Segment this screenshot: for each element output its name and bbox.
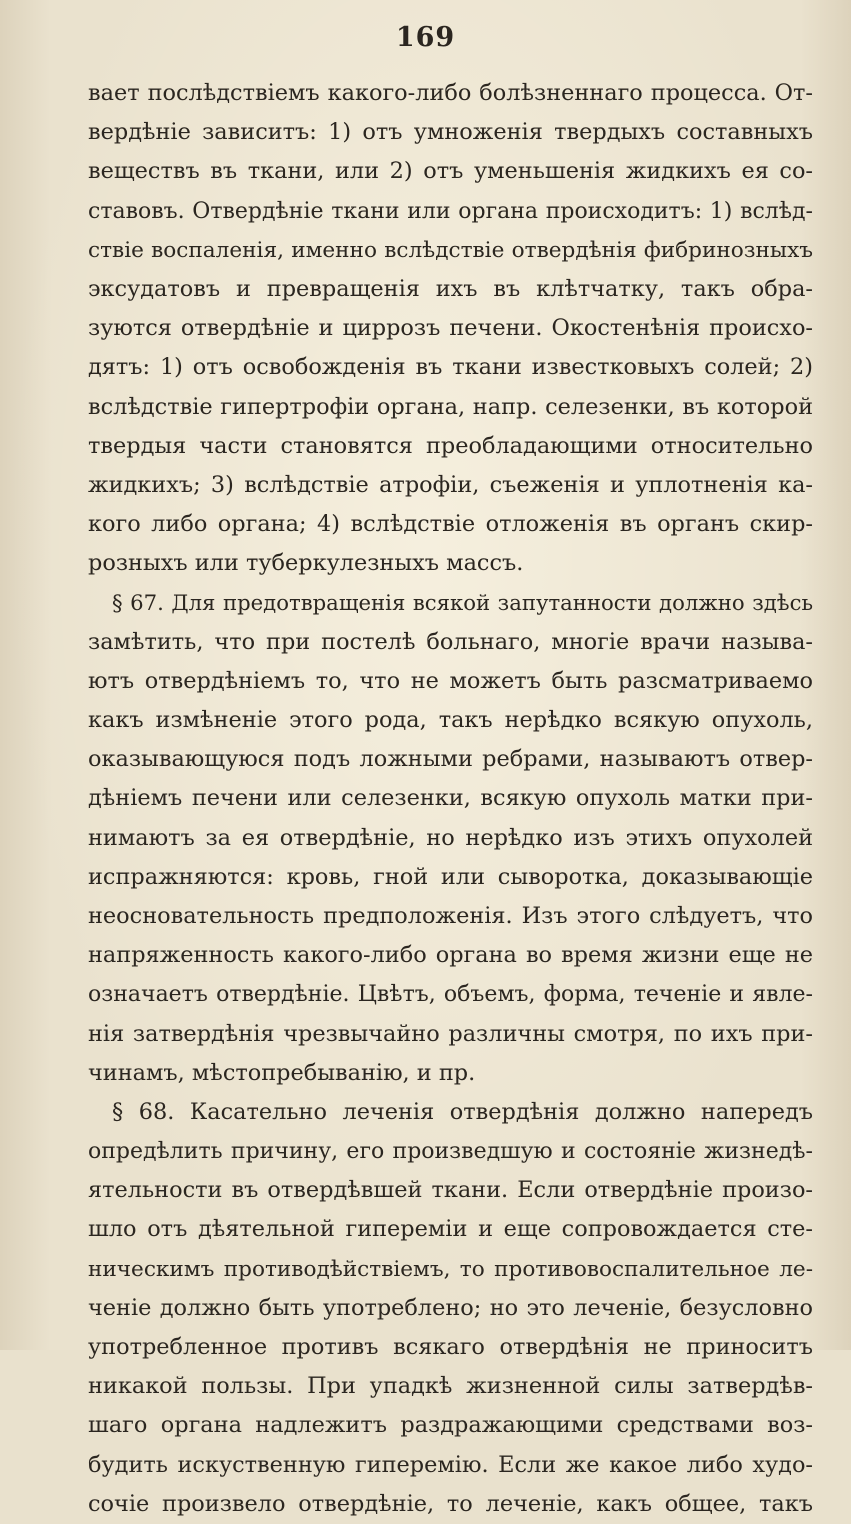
- text-line: какъ измѣненіе этого рода, такъ нерѣдко всякую опухоль,: [88, 707, 813, 733]
- body-text: [88, 74, 813, 1524]
- text-line: означаетъ отвердѣніе. Цвѣтъ, объемъ, форма, теченіе и явле-: [88, 982, 813, 1008]
- text-line: ятельности въ отвердѣвшей ткани. Если отвердѣніе произо-: [88, 1177, 813, 1204]
- text-line: веществъ въ ткани, или 2) отъ уменьшенія жидкихъ ея со-: [88, 158, 813, 185]
- text-line: напряженность какого-либо органа во время жизни еще не: [88, 942, 813, 969]
- section-67-first-line: § 67. Для предотвращенія всякой запутанности должно здѣсь: [112, 590, 813, 616]
- text-line: дѣніемъ печени или селезенки, всякую опухоль матки при-: [88, 785, 813, 812]
- page-number: 169: [395, 22, 456, 53]
- text-line: употребленное противъ всякаго отвердѣнія не приноситъ: [88, 1334, 813, 1360]
- text-line: нія затвердѣнія чрезвычайно различны смотря, по ихъ при-: [88, 1020, 813, 1047]
- text-line: ютъ отвердѣніемъ то, что не можетъ быть разсматриваемо: [88, 667, 813, 694]
- text-line: эксудатовъ и превращенія ихъ въ клѣтчатку, такъ обра-: [88, 275, 813, 302]
- text-line: ченіе должно быть употреблено; но это леченіе, безусловно: [88, 1294, 813, 1321]
- text-line: дятъ: 1) отъ освобожденія въ ткани известковыхъ солей; 2): [88, 354, 813, 381]
- text-line: ническимъ противодѣйствіемъ, то противовоспалительное ле-: [88, 1256, 813, 1282]
- text-line: вслѣдствіе гипертрофіи органа, напр. селезенки, въ которой: [88, 393, 813, 420]
- text-line: замѣтить, что при постелѣ больнаго, многіе врачи называ-: [88, 628, 813, 655]
- text-line: вает послѣдствіемъ какого-либо болѣзненнаго процесса. От-: [88, 80, 813, 106]
- section-68-first-line: § 68. Касательно леченія отвердѣнія должно напередъ: [112, 1098, 813, 1125]
- text-line: никакой пользы. При упадкѣ жизненной силы затвердѣв-: [88, 1373, 813, 1400]
- text-line: жидкихъ; 3) вслѣдствіе атрофіи, съеженія и уплотненія ка-: [88, 471, 813, 498]
- text-line: вердѣніе зависитъ: 1) отъ умноженія твердыхъ составныхъ: [88, 119, 813, 146]
- text-line: кого либо органа; 4) вслѣдствіе отложенія въ органъ скир-: [88, 511, 813, 538]
- text-line: ствіе воспаленія, именно вслѣдствіе отвердѣнія фибринозныхъ: [88, 237, 813, 263]
- text-line: шло отъ дѣятельной гипереміи и еще сопровождается сте-: [88, 1216, 813, 1243]
- text-line: зуются отвердѣніе и циррозъ печени. Окостенѣнія происхо-: [88, 315, 813, 342]
- text-line: неосновательность предположенія. Изъ этого слѣдуетъ, что: [88, 902, 813, 929]
- paragraph-end-line: розныхъ или туберкулезныхъ массъ.: [88, 550, 524, 577]
- text-line: испражняются: кровь, гной или сыворотка, доказывающіе: [88, 863, 813, 890]
- text-line: будить искуственную гиперемію. Если же какое либо худо-: [88, 1451, 813, 1478]
- paragraph-end-line: чинамъ, мѣстопребыванію, и пр.: [88, 1059, 476, 1086]
- text-line: нимаютъ за ея отвердѣніе, но нерѣдко изъ этихъ опухолей: [88, 824, 813, 851]
- text-line: сочіе произвело отвердѣніе, то леченіе, какъ общее, такъ: [88, 1490, 813, 1517]
- text-line: твердыя части становятся преобладающими относительно: [88, 432, 813, 459]
- text-line: шаго органа надлежитъ раздражающими средствами воз-: [88, 1412, 813, 1439]
- text-line: ставовъ. Отвердѣніе ткани или органа происходитъ: 1) вслѣд-: [88, 198, 813, 224]
- text-line: опредѣлить причину, его произведшую и состояніе жизнедѣ-: [88, 1139, 813, 1165]
- text-line: оказывающуюся подъ ложными ребрами, называютъ отвер-: [88, 746, 813, 773]
